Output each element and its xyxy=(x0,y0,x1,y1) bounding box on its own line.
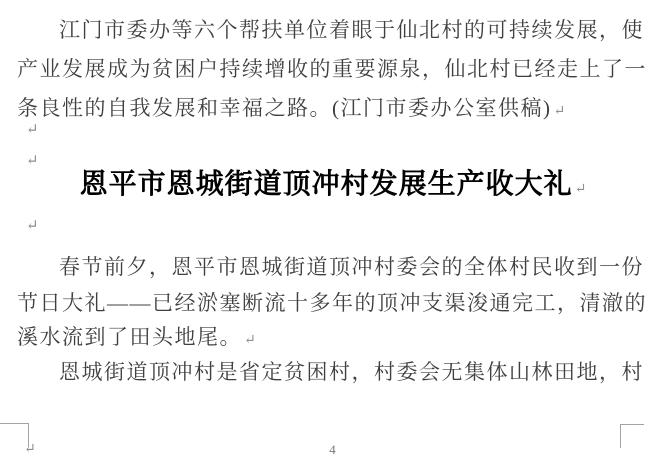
paragraph-mark-icon: ↵ xyxy=(26,218,39,234)
paragraph2-line1: 春节前夕，恩平市恩城街道顶冲村委会的全体村民收到一份 xyxy=(59,255,644,279)
paragraph1-line1: 江门市委办等六个帮扶单位着眼于仙北村的可持续发展，使 xyxy=(59,18,644,42)
document-heading-text: 恩平市恩城街道顶冲村发展生产收大礼 xyxy=(79,169,573,200)
page-number: 4 xyxy=(329,442,336,457)
paragraph-mark-icon: ↵ xyxy=(26,122,39,138)
document-heading xyxy=(17,166,649,209)
paragraph1-line2: 产业发展成为贫困户持续增收的重要源泉，仙北村已经走上了一 xyxy=(17,57,647,81)
paragraph-mark-icon: ↵ xyxy=(24,442,36,457)
paragraph-mark-icon: ↵ xyxy=(574,182,587,197)
paragraph2-line3-text: 溪水流到了田头地尾。 xyxy=(17,325,242,349)
paragraph-mark-icon: ↵ xyxy=(553,104,566,119)
paragraph-mark-icon: ↵ xyxy=(244,333,256,348)
paragraph1-line3 xyxy=(17,89,649,131)
paragraph3-line1: 恩城街道顶冲村是省定贫困村，村委会无集体山林田地，村 xyxy=(59,360,644,384)
paragraph1-line3-text: 条良性的自我发展和幸福之路。(江门市委办公室供稿) xyxy=(17,96,552,120)
paragraph2-line2: 节日大礼——已经淤塞断流十多年的顶冲支渠浚通完工，清澈的 xyxy=(17,291,647,315)
paragraph-mark-icon: ↵ xyxy=(26,153,39,169)
